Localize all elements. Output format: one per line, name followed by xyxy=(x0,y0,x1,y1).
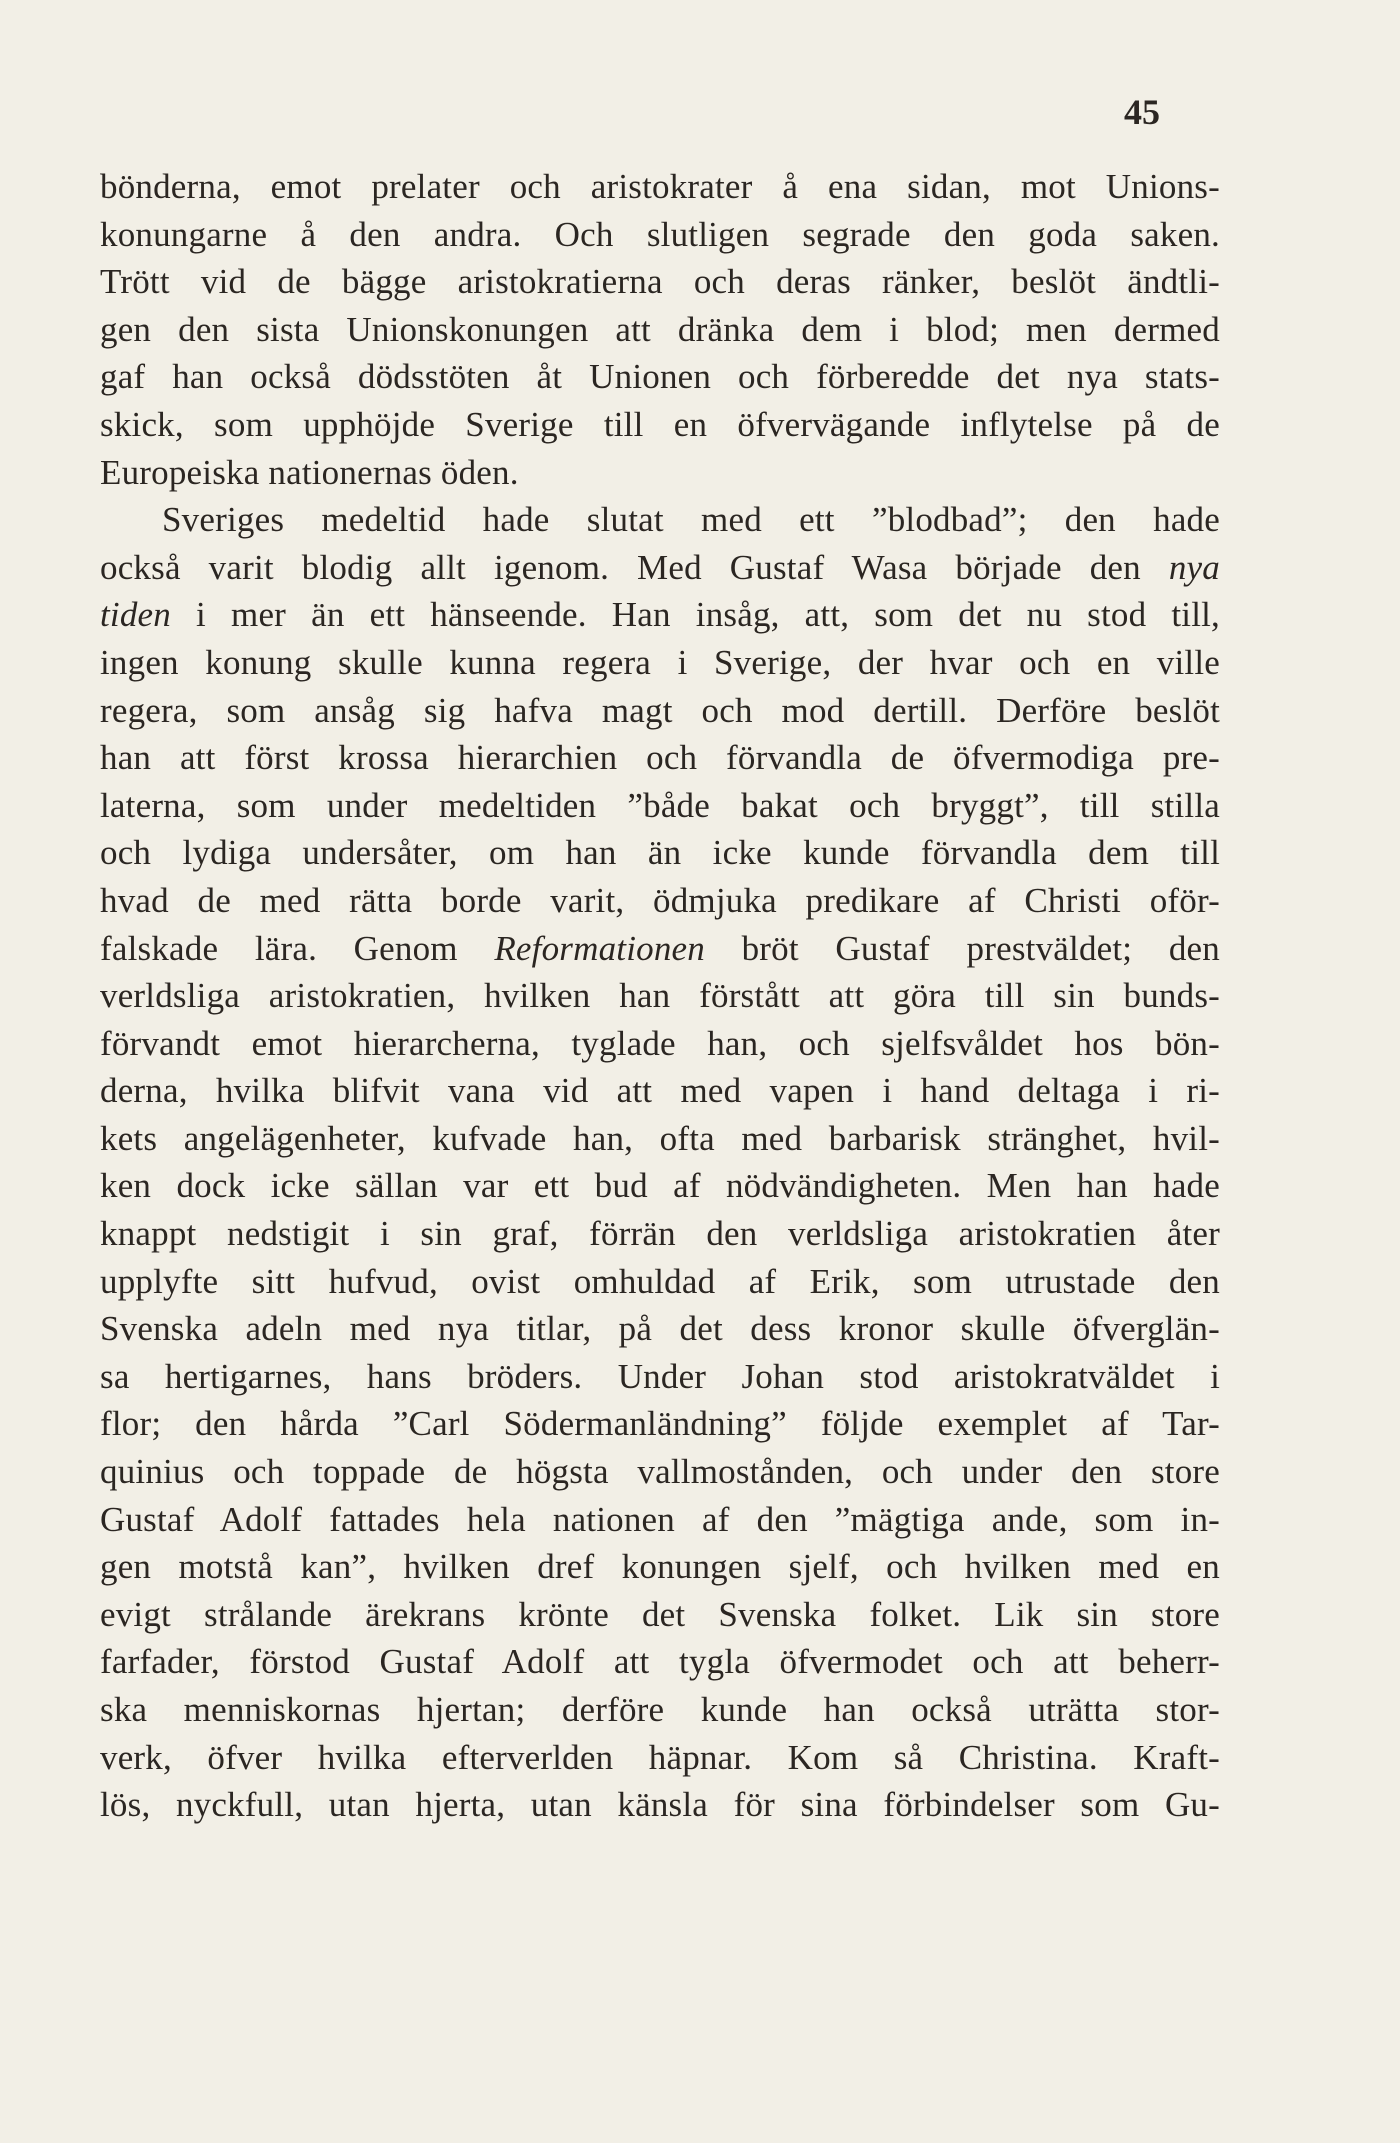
text-line xyxy=(100,1115,1220,1163)
text-line xyxy=(100,1258,1220,1306)
text-line xyxy=(100,1781,1220,1829)
text-line xyxy=(100,1638,1220,1686)
text-line xyxy=(100,972,1220,1020)
text-line xyxy=(100,1353,1220,1401)
text-line xyxy=(100,877,1220,925)
text-line xyxy=(100,1400,1220,1448)
line-text: Sveriges medeltid hade slutat med ett ”blodbad”; den hade xyxy=(162,500,1220,540)
line-text: verk, öfver hvilka efterverlden häpnar. Kom så Christina. Kraft- xyxy=(100,1737,1220,1777)
line-text: konungarne å den andra. Och slutligen segrade den goda saken. xyxy=(100,214,1220,254)
line-text: regera, som ansåg sig hafva magt och mod dertill. Derföre beslöt xyxy=(100,690,1220,730)
line-text: och lydiga undersåter, om han än icke kunde förvandla dem till xyxy=(100,833,1220,873)
line-text: hvad de med rätta borde varit, ödmjuka predikare af Christi oför- xyxy=(100,880,1220,920)
text-line xyxy=(100,1543,1220,1591)
text-line xyxy=(100,1067,1220,1115)
text-line xyxy=(100,449,1220,497)
italic-word: nya xyxy=(1168,547,1220,587)
line-text: skick, som upphöjde Sverige till en öfvervägande inflytelse på de xyxy=(100,404,1220,444)
line-text: gen motstå kan”, hvilken dref konungen sjelf, och hvilken med en xyxy=(100,1547,1220,1587)
line-text: kets angelägenheter, kufvade han, ofta med barbarisk stränghet, hvil- xyxy=(100,1118,1220,1158)
text-line xyxy=(100,829,1220,877)
text-line xyxy=(100,211,1220,259)
text-line xyxy=(100,353,1220,401)
text-line xyxy=(100,496,1220,544)
italic-word: Reformationen xyxy=(494,928,705,968)
text-line xyxy=(100,1020,1220,1068)
italic-word: tiden xyxy=(100,595,171,635)
text-line xyxy=(100,1734,1220,1782)
text-line xyxy=(100,306,1220,354)
line-text: Svenska adeln med nya titlar, på det dess kronor skulle öfverglän- xyxy=(100,1309,1220,1349)
line-text: också varit blodig allt igenom. Med Gustaf Wasa började den xyxy=(100,547,1141,587)
text-line xyxy=(100,782,1220,830)
text-line xyxy=(100,734,1220,782)
line-text: bönderna, emot prelater och aristokrater å ena sidan, mot Unions- xyxy=(100,167,1220,206)
text-line xyxy=(100,163,1220,211)
line-text: Trött vid de bägge aristokratierna och deras ränker, beslöt ändtli- xyxy=(100,262,1220,302)
text-line xyxy=(100,687,1220,735)
line-text: laterna, som under medeltiden ”både bakat och bryggt”, till stilla xyxy=(100,785,1220,825)
text-line xyxy=(100,1210,1220,1258)
text-line xyxy=(100,544,1220,592)
line-text: evigt strålande ärekrans krönte det Svenska folket. Lik sin store xyxy=(100,1594,1220,1634)
line-text: farfader, förstod Gustaf Adolf att tygla öfvermodet och att beherr- xyxy=(100,1642,1220,1682)
text-line xyxy=(100,258,1220,306)
line-text: Gustaf Adolf fattades hela nationen af den ”mägtiga ande, som in- xyxy=(100,1499,1220,1539)
text-line xyxy=(100,1591,1220,1639)
text-line xyxy=(100,1162,1220,1210)
line-text: i mer än ett hänseende. Han insåg, att, som det nu stod till, xyxy=(170,595,1220,635)
line-text: derna, hvilka blifvit vana vid att med vapen i hand deltaga i ri- xyxy=(100,1071,1220,1111)
line-text: flor; den hårda ”Carl Södermanländning” följde exemplet af Tar- xyxy=(100,1404,1220,1444)
line-text: Europeiska nationernas öden. xyxy=(100,452,519,492)
text-line xyxy=(100,1305,1220,1353)
line-text: förvandt emot hierarcherna, tyglade han, och sjelfsvåldet hos bön- xyxy=(100,1023,1220,1063)
line-text: sa hertigarnes, hans bröders. Under Johan stod aristokratväldet i xyxy=(100,1356,1220,1396)
line-text: knappt nedstigit i sin graf, förrän den verldsliga aristokratien åter xyxy=(100,1214,1220,1254)
text-line xyxy=(100,401,1220,449)
line-text: bröt Gustaf prestväldet; den xyxy=(704,928,1220,968)
line-text: ingen konung skulle kunna regera i Sverige, der hvar och en ville xyxy=(100,642,1220,682)
text-line xyxy=(100,639,1220,687)
text-line xyxy=(100,1686,1220,1734)
line-text: falskade lära. Genom xyxy=(100,928,495,968)
line-text: quinius och toppade de högsta vallmostånden, och under den store xyxy=(100,1452,1220,1492)
body-text xyxy=(100,163,1220,1829)
text-line xyxy=(100,1448,1220,1496)
text-line xyxy=(100,1496,1220,1544)
line-text: lös, nyckfull, utan hjerta, utan känsla för sina förbindelser som Gu- xyxy=(100,1785,1220,1825)
line-text: han att först krossa hierarchien och förvandla de öfvermodiga pre- xyxy=(100,738,1220,778)
line-text: ska menniskornas hjertan; derföre kunde han också uträtta stor- xyxy=(100,1690,1220,1729)
line-text: ken dock icke sällan var ett bud af nödvändigheten. Men han hade xyxy=(100,1166,1220,1206)
line-text: gaf han också dödsstöten åt Unionen och förberedde det nya stats- xyxy=(100,357,1220,397)
page-number: 45 xyxy=(1124,92,1160,132)
line-text: upplyfte sitt hufvud, ovist omhuldad af Erik, som utrustade den xyxy=(100,1261,1220,1301)
text-line xyxy=(100,925,1220,973)
line-text: verldsliga aristokratien, hvilken han förstått att göra till sin bunds- xyxy=(100,976,1220,1016)
line-text: gen den sista Unionskonungen att dränka dem i blod; men dermed xyxy=(100,309,1220,349)
text-line xyxy=(100,591,1220,639)
